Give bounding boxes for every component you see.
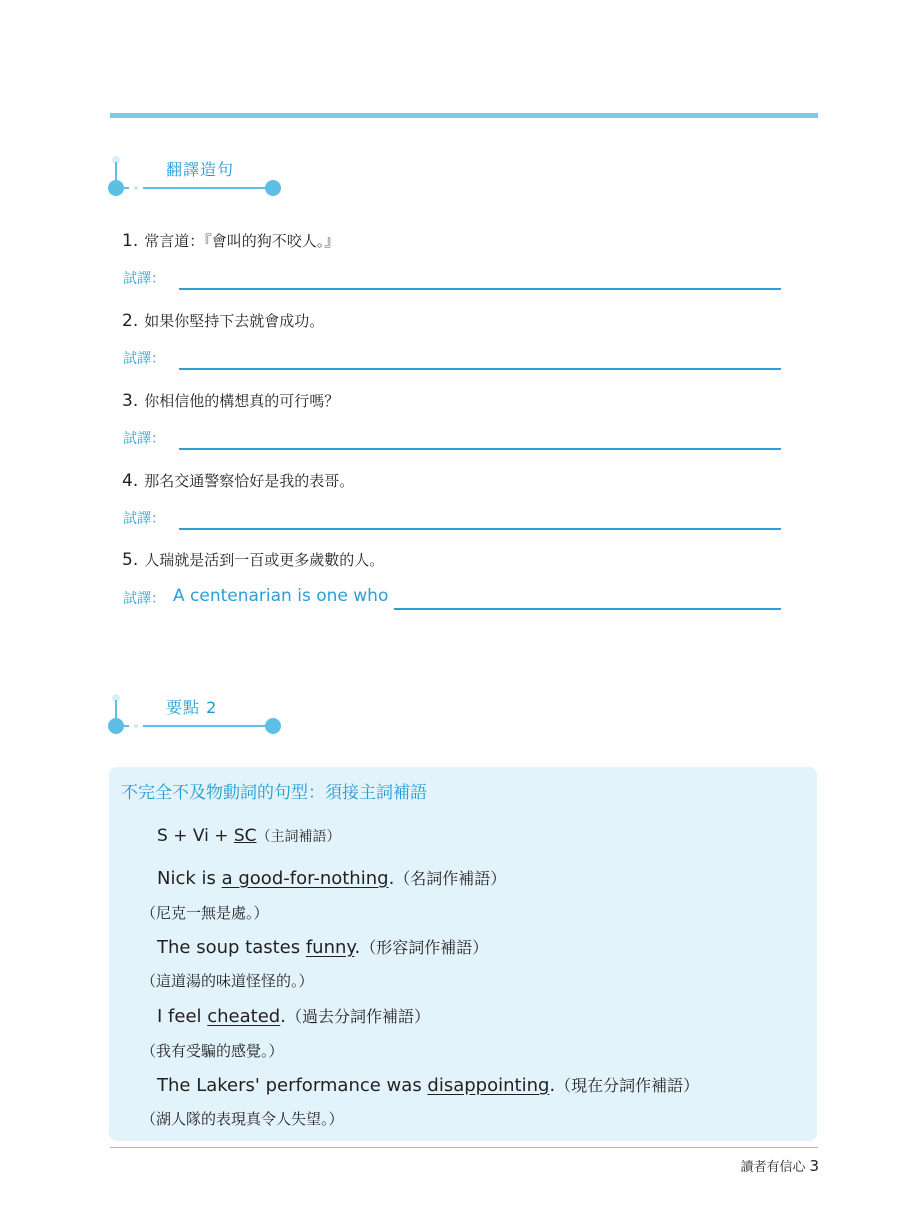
answer-underline[interactable] — [179, 448, 781, 450]
page-footer — [740, 1156, 819, 1175]
example-sentence-3: I feel cheated.（過去分詞作補語） — [157, 1006, 430, 1027]
answer-label: 試譯： — [123, 351, 165, 367]
header-right-dot-icon — [265, 718, 281, 734]
header-vertical-line — [115, 162, 117, 182]
answer-label: 試譯： — [123, 271, 165, 287]
section-title: 要點 2 — [166, 698, 218, 717]
example-translation-4: （湖人隊的表現真令人失望。） — [141, 1110, 344, 1128]
question-2: 2. 如果你堅持下去就會成功。 — [122, 311, 325, 331]
example-translation-1: （尼克一無是處。） — [141, 904, 269, 922]
header-vertical-line — [115, 700, 117, 720]
sentence-pattern: S + Vi + SC（主詞補語） — [157, 826, 341, 846]
footer-label: 讀者有信心 — [740, 1160, 806, 1175]
example-sentence-1: Nick is a good-for-nothing.（名詞作補語） — [157, 868, 507, 889]
question-3: 3. 你相信他的構想真的可行嗎？ — [122, 391, 340, 411]
answer-underline[interactable] — [179, 528, 781, 530]
example-sentence-2: The soup tastes funny.（形容詞作補語） — [157, 937, 489, 958]
section-header-point — [108, 694, 288, 744]
header-left-dot-icon — [108, 180, 124, 196]
section-title: 翻譯造句 — [166, 160, 235, 179]
answer-label: 試譯： — [123, 591, 165, 607]
answer-label: 試譯： — [123, 511, 165, 527]
grammar-box-title: 不完全不及物動詞的句型：須接主詞補語 — [121, 783, 427, 803]
answer-line-3[interactable] — [123, 428, 783, 452]
bottom-rule — [110, 1147, 818, 1148]
section-header-translation — [108, 156, 288, 206]
question-1: 1. 常言道：『會叫的狗不咬人。』 — [122, 231, 340, 251]
question-5: 5. 人瑞就是活到一百或更多歲數的人。 — [122, 550, 385, 570]
answer-label: 試譯： — [123, 431, 165, 447]
answer-line-4[interactable] — [123, 508, 783, 532]
example-translation-2: （這道湯的味道怪怪的。） — [141, 972, 314, 990]
header-left-dot-icon — [108, 718, 124, 734]
example-sentence-4: The Lakers' performance was disappointing.（現在分詞作補語） — [157, 1075, 700, 1096]
answer-underline[interactable] — [179, 288, 781, 290]
header-right-dot-icon — [265, 180, 281, 196]
answer-underline[interactable] — [179, 368, 781, 370]
answer-line-5[interactable] — [123, 588, 783, 612]
header-horizontal-line — [124, 187, 266, 189]
question-4: 4. 那名交通警察恰好是我的表哥。 — [122, 471, 355, 491]
answer-line-2[interactable] — [123, 348, 783, 372]
answer-underline[interactable] — [394, 608, 781, 610]
header-horizontal-line — [124, 725, 266, 727]
page-number: 3 — [809, 1157, 819, 1175]
example-translation-3: （我有受騙的感覺。） — [141, 1042, 284, 1060]
answer-line-1[interactable] — [123, 268, 783, 292]
answer-prefix: A centenarian is one who — [173, 586, 389, 606]
top-rule — [110, 113, 818, 118]
